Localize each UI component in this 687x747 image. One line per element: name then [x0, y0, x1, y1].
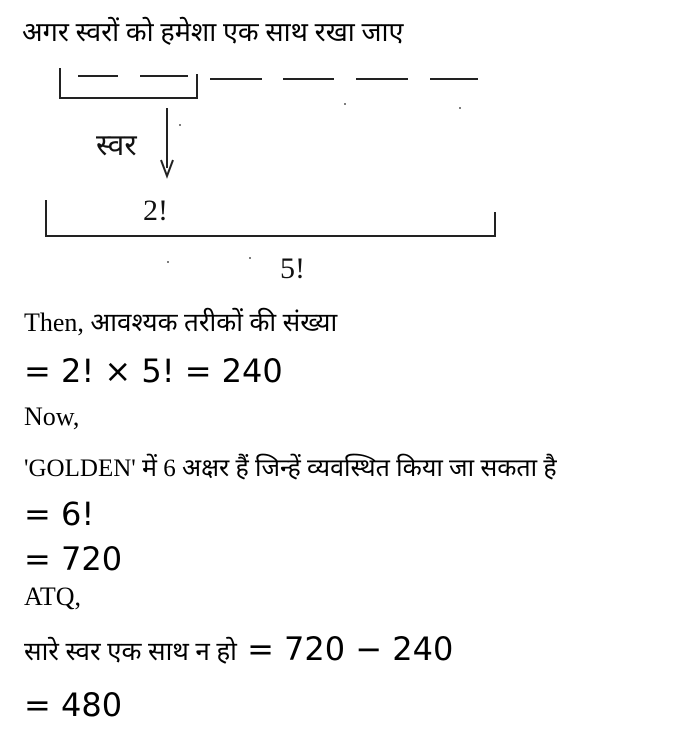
- now-line: Now,: [24, 402, 80, 431]
- vowel-grouping-diagram: [0, 0, 687, 300]
- scan-speck: [459, 107, 461, 109]
- not-together-line: [24, 630, 453, 668]
- inner-bracket: [60, 68, 197, 98]
- scan-speck: [167, 261, 169, 263]
- equation-result: = 480: [24, 686, 123, 724]
- outer-factorial: 5!: [280, 252, 305, 285]
- scan-speck: [344, 103, 346, 105]
- not-together-label: सारे स्वर एक साथ न हो: [24, 637, 237, 666]
- heading: अगर स्वरों को हमेशा एक साथ रखा जाए: [22, 17, 404, 47]
- scan-speck: [179, 124, 181, 126]
- then-line: Then, आवश्यक तरीकों की संख्या: [24, 308, 338, 337]
- equation-product: = 2! × 5! = 240: [24, 352, 283, 390]
- inner-factorial: 2!: [143, 194, 168, 227]
- outer-bracket: [46, 200, 495, 236]
- golden-line: 'GOLDEN' में 6 अक्षर हैं जिन्हें व्यवस्थित किया जा सकता है: [24, 455, 557, 482]
- equation-720: = 720: [24, 540, 123, 578]
- scan-speck: [249, 257, 251, 259]
- vowel-label: स्वर: [96, 129, 137, 162]
- equation-six-factorial: = 6!: [24, 495, 95, 533]
- equation-difference: = 720 − 240: [236, 630, 454, 668]
- atq-line: ATQ,: [24, 582, 82, 611]
